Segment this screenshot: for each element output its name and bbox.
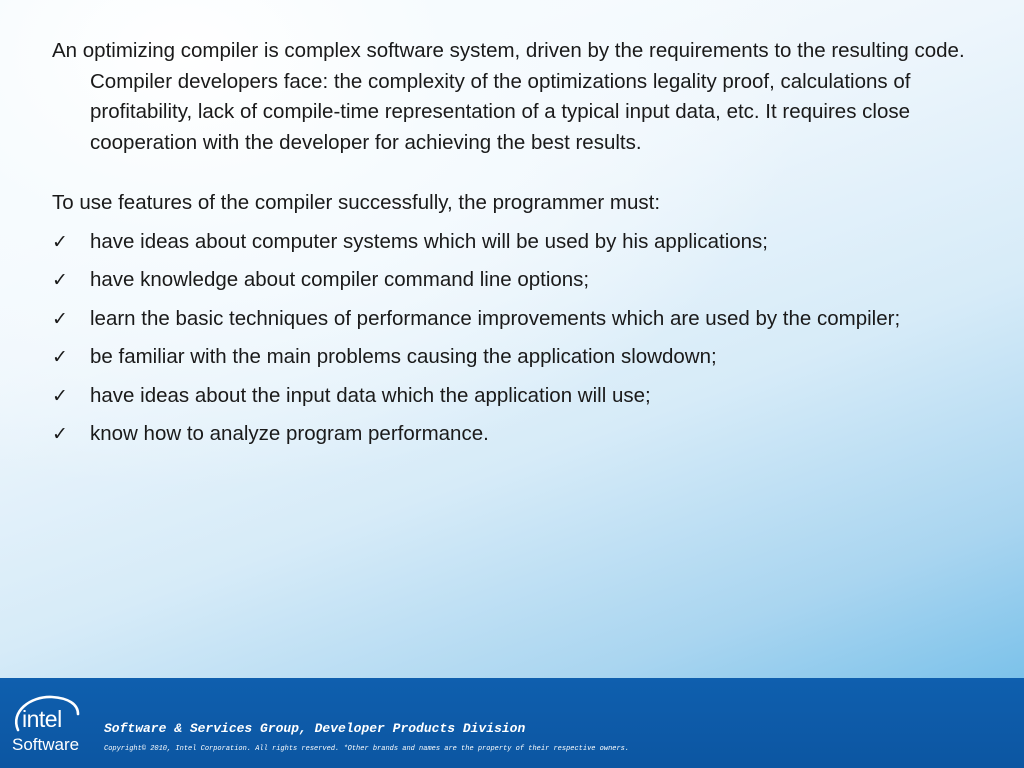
checkmark-icon: ✓ [52,269,68,291]
copyright-notice: Copyright© 2010, Intel Corporation. All rights reserved. *Other brands and names are the property of their respective owners. [104,745,630,753]
intel-software-logo [12,692,84,762]
checklist-item [52,342,982,373]
footer-bar [0,678,1024,768]
checklist-item-text: have ideas about the input data which the application will use; [90,383,651,407]
checklist-item-text: be familiar with the main problems causing the application slowdown; [90,345,717,368]
lead-in-text: To use features of the compiler successfully, the programmer must: [52,191,661,214]
checkmark-icon: ✓ [52,230,68,253]
checklist-item-text: know how to analyze program performance. [90,422,489,445]
checklist-item-text: have ideas about computer systems which will be used by his applications; [90,229,768,253]
checklist-item [52,227,982,258]
checkmark-icon: ✓ [52,307,68,330]
checklist-item-text: have knowledge about compiler command line options; [90,268,590,291]
checklist-item [52,265,982,296]
requirements-checklist [52,227,982,450]
logo-intel-word: intel [22,706,62,732]
checklist-item [52,304,982,335]
checklist-item-text: learn the basic techniques of performance improvements which are used by the compiler; [90,306,901,330]
intro-paragraph: An optimizing compiler is complex software system, driven by the requirements to the resulting code. Compiler developers face: the complexity of the optimizations legality proof, calculations of profitability, lack of compile-time representation of a typical input data, etc. It requires close cooperation with the developer for achieving the best results. [52,39,965,154]
checklist-item [52,419,982,450]
checkmark-icon: ✓ [52,346,68,368]
checkmark-icon: ✓ [52,384,68,407]
logo-software-word: Software [12,735,80,754]
checklist-item [52,381,982,412]
checkmark-icon: ✓ [52,423,68,445]
division-title: Software & Services Group, Developer Products Division [104,721,526,736]
slide-content [52,36,982,458]
